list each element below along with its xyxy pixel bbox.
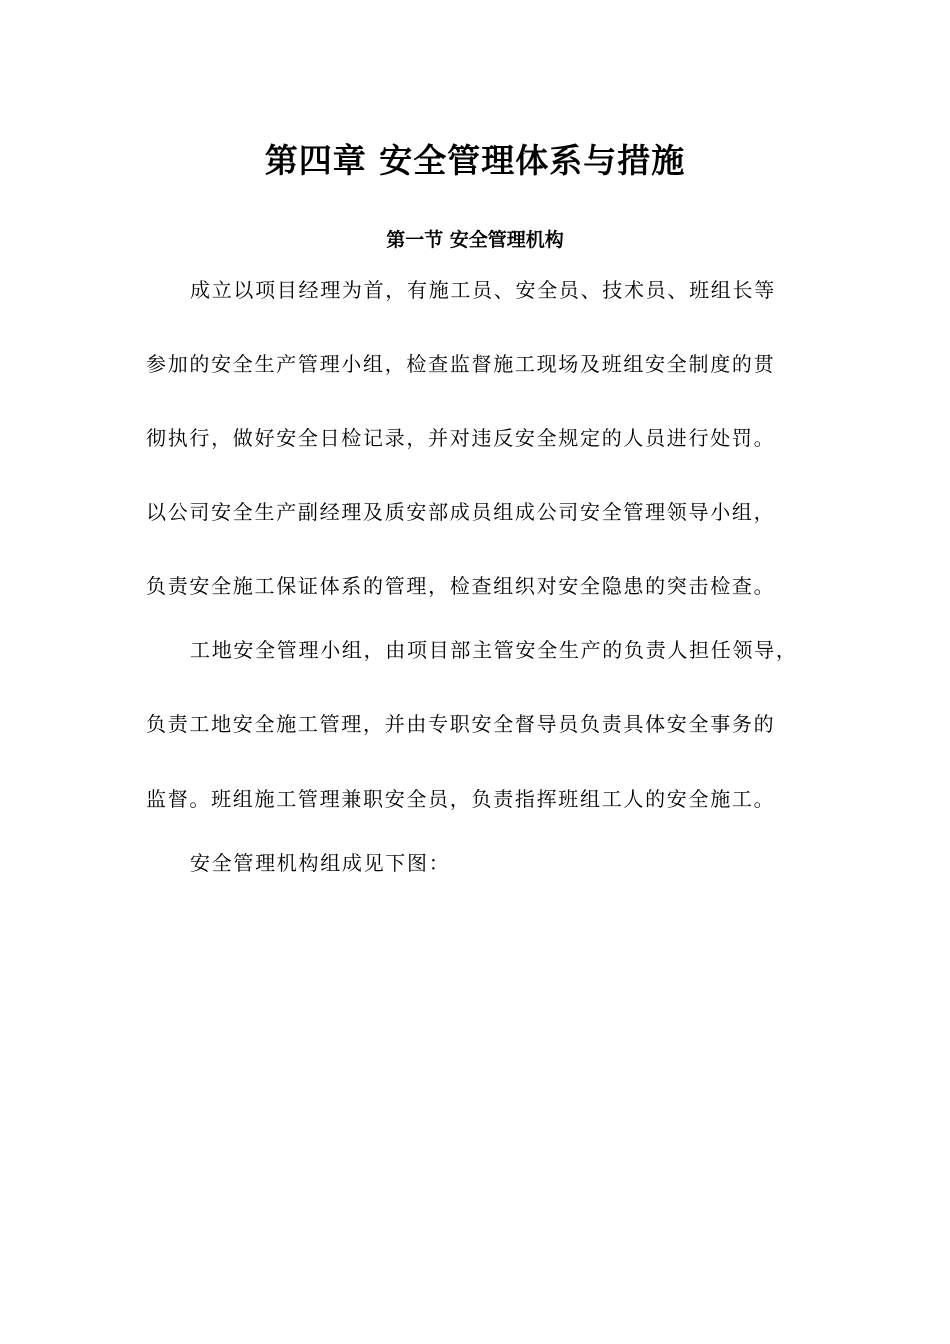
paragraph-2-line-3: 监督。班组施工管理兼职安全员，负责指挥班组工人的安全施工。 <box>146 787 776 811</box>
section-title: 第一节 安全管理机构 <box>386 229 564 251</box>
paragraph-3-line-1: 安全管理机构组成见下图： <box>190 851 451 875</box>
paragraph-2-line-2: 负责工地安全施工管理，并由专职安全督导员负责具体安全事务的 <box>146 712 776 736</box>
paragraph-1-line-5: 负责安全施工保证体系的管理，检查组织对安全隐患的突击检查。 <box>146 574 776 598</box>
chapter-title: 第四章 安全管理体系与措施 <box>264 141 686 180</box>
paragraph-1-line-3: 彻执行，做好安全日检记录，并对违反安全规定的人员进行处罚。 <box>146 426 776 450</box>
paragraph-1-line-1: 成立以项目经理为首，有施工员、安全员、技术员、班组长等 <box>190 278 776 302</box>
paragraph-1-line-4: 以公司安全生产副经理及质安部成员组成公司安全管理领导小组， <box>146 500 776 524</box>
paragraph-2-line-1: 工地安全管理小组，由项目部主管安全生产的负责人担任领导， <box>190 638 798 662</box>
paragraph-1-line-2: 参加的安全生产管理小组，检查监督施工现场及班组安全制度的贯 <box>146 352 776 376</box>
